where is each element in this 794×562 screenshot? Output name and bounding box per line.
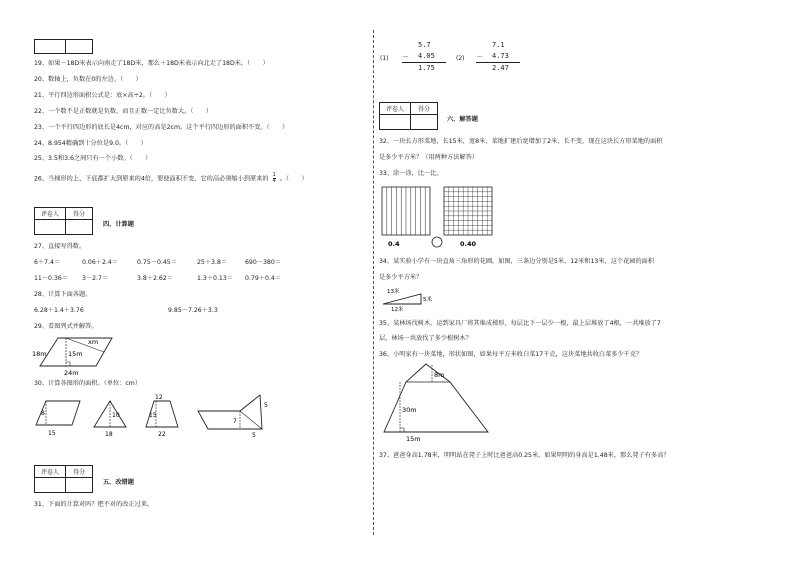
q30-tri-height: 10 [112,412,120,419]
q30-para-height: 8 [41,410,45,417]
question-36: 36、小明家有一块菜地，形状如图，如果每平方米收白菜17千克，这块菜地共收白菜多少千克？ [379,351,643,358]
q30-comp-a: 5 [264,402,268,409]
q29-label-height: 15m [68,350,83,358]
fraction-one-quarter [273,173,276,184]
question-24: 24、8.954精确到十分位是9.0。（ ） [34,140,147,147]
column-divider [373,30,374,535]
q30-para-base: 15 [48,430,56,437]
calc-item: 0.06＋2.4＝ [82,259,118,266]
vertical-calc-line [476,62,520,63]
question-32-line-2: 是多少平方米？（用两种方法解答） [379,154,478,161]
vertical-calc-1 [380,41,450,77]
grader-header: 评卷人 [380,103,411,115]
question-30: 30、计算各图形的面积。（单位：cm） [34,380,142,387]
q30-trap-top: 12 [155,394,163,401]
question-26 [34,173,308,184]
vertical-calc-index: (2) [456,55,465,62]
vertical-calc-2 [456,41,526,77]
q36-field-figure [376,360,506,444]
q28-expr-b: 9.85－7.26＋3.3 [168,307,218,314]
score-header: 得分 [411,103,438,115]
question-19: 19、如果－18D米表示向南走了18D米，那么＋18D米表示向北走了18D米。（ ） [34,60,269,67]
section-6-title: 六、解答题 [447,116,478,123]
question-35-line-2: 层，林场一共放伐了多少根树木？ [379,335,472,342]
section-4-title: 四、计算题 [103,221,134,228]
q30-shapes-figure [30,393,270,443]
calc-item: 25＋3.8＝ [197,259,228,266]
vertical-calc-line [402,62,446,63]
question-27: 27、直接写得数。 [34,243,86,250]
score-box-section-6 [379,102,438,130]
question-33: 33、涂一涂，比一比。 [379,170,443,177]
vertical-calc-result: 2.47 [492,64,509,72]
calc-item: 0.75－0.45＝ [137,259,177,266]
q36-label-top-height: 8m [434,371,445,379]
q30-tri-base: 18 [105,431,113,438]
vertical-calc-operator: － [476,53,483,61]
question-21: 21、平行四边形面积公式是：底×高÷2。（ ） [34,92,171,99]
compare-circle[interactable] [432,237,442,247]
q36-label-base: 15m [406,435,421,443]
q34-triangle-figure [377,282,437,312]
question-37: 37、爸爸身高1.78米，明明站在凳子上时比爸爸高0.25米，如果明明的身高是1.48米，那么凳子有多高？ [379,452,670,459]
question-23: 23、一个平行四边形的底长是4cm，对应的高是2cm，这个平行四边形的面积不变。（ ） [34,124,289,131]
question-28: 28、计算下面各题。 [34,291,92,298]
fraction-denominator: 4 [272,178,276,184]
q30-trap-height: 15 [149,412,157,419]
vertical-calc-top: 7.1 [492,41,505,49]
q36-label-height: 30m [402,406,417,414]
vertical-calc-top: 5.7 [418,41,431,49]
question-34-line-1: 34、某实验小学有一块直角三角形的花圃，如图，三条边分别是5米、12米和13米，这个花园的面积 [379,258,655,265]
tenths-grid [382,187,430,235]
grader-header: 评卷人 [35,466,66,478]
q33-grid-figure [380,185,500,253]
q29-parallelogram-figure [30,332,130,380]
question-25: 25、3.5和3.6之间只有一个小数。（ ） [34,155,152,162]
calc-item: 3.8＋2.62＝ [137,275,173,282]
q29-label-side: 18m [32,350,47,358]
q34-label-base: 12米 [391,307,404,312]
question-34-line-2: 是多少平方米？ [379,274,423,281]
q33-label-b: 0.40 [460,240,477,248]
score-box-section-4 [34,207,93,235]
calc-item: 690－380＝ [245,259,281,266]
question-35-line-1: 35、某林场伐树木，运到家具厂将其堆成梯形，每层比下一层少一根，最上层堆放了4根，一共堆放了7 [379,320,661,327]
vertical-calc-bottom: 4.73 [492,52,509,60]
grader-header: 评卷人 [35,208,66,220]
q34-label-leg: 5米 [423,297,432,303]
fraction-numerator: 1 [272,172,276,178]
calc-item: 3－2.7＝ [82,275,109,282]
vertical-calc-bottom: 4.05 [418,52,435,60]
q30-comp-b: 7 [233,418,237,425]
q33-label-a: 0.4 [388,240,400,248]
calc-item: 1.3＋0.13＝ [197,275,233,282]
question-31: 31、下面的计算对吗？把不对的改正过来。 [34,501,154,508]
q29-label-base: 24m [64,369,79,377]
question-26-text: 26、当梯形的上、下底都扩大到原来的4倍，要使面积不变，它的高必须缩小到原来的 [34,175,269,183]
question-32-line-1: 32、一块长方形菜地，长15米，宽8米，菜地扩建后宽增加了2米，长不变，现在这块长方形菜地的面积 [379,138,663,145]
question-20: 20、数轴上，负数在0的左边。（ ） [34,76,142,83]
score-box-top [34,39,93,54]
question-22: 22、一个数不是正数就是负数，而且正数一定比负数大。（ ） [34,108,213,115]
score-header: 得分 [66,466,93,478]
q29-label-slant: xm [88,338,99,346]
score-box-section-5 [34,465,93,493]
q30-trap-base: 22 [158,431,166,438]
vertical-calc-index: (1) [380,55,389,62]
calc-item: 11－0.36＝ [34,275,69,282]
vertical-calc-operator: － [402,53,409,61]
vertical-calc-result: 1.75 [418,64,435,72]
q30-comp-c: 5 [252,432,256,439]
section-5-title: 五、改错题 [103,479,134,486]
calc-item: 6＋7.4＝ [34,259,61,266]
question-26-end: 。（ ） [279,175,308,183]
q34-label-hyp: 13米 [387,289,400,295]
hundredths-grid [444,187,492,235]
calc-item: 0.79＋0.4＝ [245,275,281,282]
question-29: 29、看图列式并解答。 [34,323,98,330]
q28-expr-a: 6.28＋1.4＋3.76 [34,307,84,314]
score-header: 得分 [66,208,93,220]
